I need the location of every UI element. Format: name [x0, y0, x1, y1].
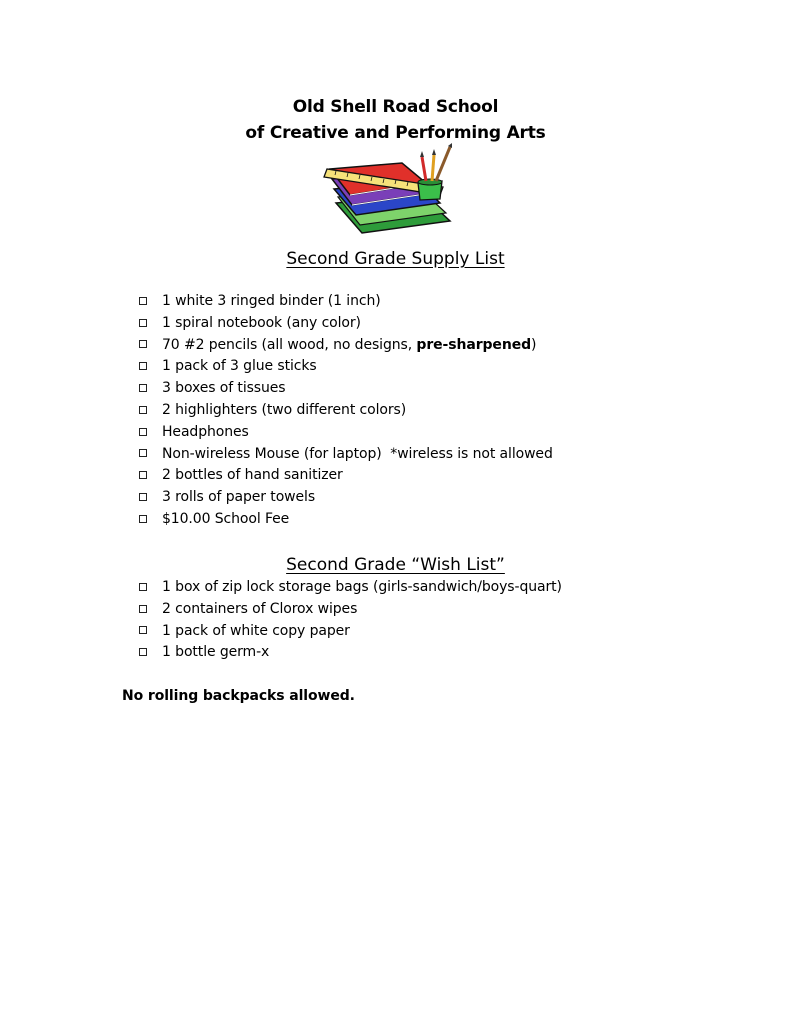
list-item	[139, 291, 553, 313]
checkbox-bullet-icon	[139, 362, 147, 370]
checkbox-bullet-icon	[139, 626, 147, 634]
list-item-text: $10.00 School Fee	[162, 510, 290, 527]
checkbox-bullet-icon	[139, 406, 147, 414]
list-item-text: Non-wireless Mouse (for laptop) *wireless is not allowed	[162, 445, 553, 462]
list-item	[139, 487, 553, 509]
school-name: Old Shell Road School	[292, 97, 499, 117]
checkbox-bullet-icon	[139, 515, 147, 523]
checkbox-bullet-icon	[139, 471, 147, 479]
checkbox-bullet-icon	[139, 428, 147, 436]
list-item-text: 1 bottle germ-x	[162, 644, 270, 661]
list-item	[139, 509, 553, 531]
checkbox-bullet-icon	[139, 319, 147, 327]
supply-list-heading-text: Second Grade Supply List	[286, 249, 505, 269]
list-item	[139, 577, 562, 599]
list-item	[139, 642, 562, 664]
list-item-text: 1 white 3 ringed binder (1 inch)	[162, 293, 381, 309]
list-item	[139, 465, 553, 487]
document-title	[0, 94, 791, 146]
checkbox-bullet-icon	[139, 384, 147, 392]
no-rolling-backpacks-note: No rolling backpacks allowed.	[122, 688, 355, 704]
list-item	[139, 313, 553, 335]
school-supplies-icon	[322, 143, 472, 235]
list-item-text	[162, 335, 536, 357]
list-item-text: 3 boxes of tissues	[162, 380, 286, 397]
wish-list-heading-text: Second Grade “Wish List”	[286, 555, 505, 575]
list-item-text: 1 box of zip lock storage bags (girls-sandwich/boys-quart)	[162, 579, 562, 595]
list-item-text: 2 highlighters (two different colors)	[162, 401, 407, 418]
supply-list-heading	[0, 248, 791, 270]
checkbox-bullet-icon	[139, 583, 147, 591]
list-item	[139, 335, 553, 357]
school-subtitle: of Creative and Performing Arts	[245, 123, 546, 143]
list-item-text: 3 rolls of paper towels	[162, 489, 316, 506]
list-item-text: 1 spiral notebook (any color)	[162, 314, 361, 331]
checkbox-bullet-icon	[139, 648, 147, 656]
list-item	[139, 621, 562, 643]
list-item-text-part: 70 #2 pencils (all wood, no designs,	[162, 336, 417, 353]
wish-list-heading	[0, 554, 791, 576]
checkbox-bullet-icon	[139, 605, 147, 613]
list-item	[139, 356, 553, 378]
list-item-text: 1 pack of 3 glue sticks	[162, 358, 317, 375]
checkbox-bullet-icon	[139, 493, 147, 501]
supply-list	[139, 291, 553, 531]
list-item	[139, 422, 553, 444]
checkbox-bullet-icon	[139, 340, 147, 348]
list-item-text-part: )	[531, 336, 537, 353]
list-item-text: 2 containers of Clorox wipes	[162, 600, 358, 617]
list-item-text: 1 pack of white copy paper	[162, 622, 350, 639]
list-item-emphasis: pre-sharpened	[416, 336, 532, 353]
checkbox-bullet-icon	[139, 449, 147, 457]
list-item	[139, 400, 553, 422]
checkbox-bullet-icon	[139, 297, 147, 305]
list-item	[139, 444, 553, 466]
list-item-text: 2 bottles of hand sanitizer	[162, 467, 343, 484]
list-item-text: Headphones	[162, 423, 249, 440]
list-item	[139, 599, 562, 621]
wish-list	[139, 577, 562, 664]
list-item	[139, 378, 553, 400]
